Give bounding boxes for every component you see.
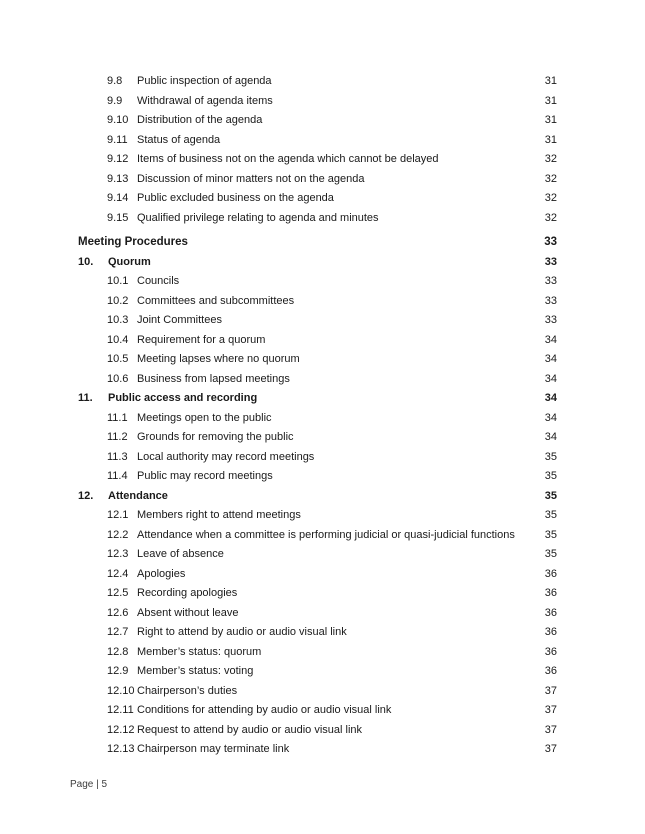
toc-entry-number: 12.10 xyxy=(107,684,135,697)
toc-row[interactable] xyxy=(0,448,557,468)
toc-entry-label: Public inspection of agenda xyxy=(137,75,272,87)
toc-page-number: 36 xyxy=(544,567,557,580)
toc-entry-label: Items of business not on the agenda which cannot be delayed xyxy=(137,153,439,165)
toc-row[interactable] xyxy=(0,682,557,702)
toc-page-number: 36 xyxy=(544,606,557,619)
toc-row[interactable] xyxy=(0,584,557,604)
toc-row[interactable] xyxy=(0,331,557,351)
toc-page-number: 37 xyxy=(544,684,557,697)
toc-entry-label: Discussion of minor matters not on the agenda xyxy=(137,172,365,185)
toc-entry-number: 12.11 xyxy=(107,704,134,716)
toc-row[interactable] xyxy=(0,389,557,409)
toc-row[interactable] xyxy=(0,604,557,624)
toc-page-number: 36 xyxy=(544,626,557,638)
toc-entry-number: 12.8 xyxy=(107,645,129,658)
toc-page-number: 31 xyxy=(544,94,557,107)
toc-row[interactable] xyxy=(0,292,557,312)
toc-entry-number: 12.3 xyxy=(107,548,129,560)
toc-row[interactable] xyxy=(0,72,557,92)
toc-entry-number: 12.2 xyxy=(107,528,129,541)
toc-row[interactable] xyxy=(0,370,557,390)
toc-entry-label: Conditions for attending by audio or audio visual link xyxy=(137,704,392,716)
toc-row[interactable] xyxy=(0,311,557,331)
toc-entry-number: 9.14 xyxy=(107,192,129,204)
toc-row[interactable] xyxy=(0,721,557,741)
toc-entry-number: 12.12 xyxy=(107,723,135,736)
toc-page-number: 37 xyxy=(544,723,557,736)
toc-row[interactable] xyxy=(0,409,557,429)
toc-row[interactable] xyxy=(0,740,557,760)
toc-row[interactable] xyxy=(0,623,557,643)
toc-entry-label: Status of agenda xyxy=(137,133,221,146)
toc-page-number: 34 xyxy=(544,372,557,385)
toc-page-number: 32 xyxy=(544,172,557,185)
toc-entry-label: Committees and subcommittees xyxy=(137,294,295,307)
toc-entry-number: 11.4 xyxy=(107,470,128,482)
toc-entry-label: Distribution of the agenda xyxy=(137,114,263,126)
toc-entry-number: 10.6 xyxy=(107,372,129,385)
toc-page-number: 35 xyxy=(544,450,557,463)
toc-page-number: 34 xyxy=(544,333,557,346)
toc-entry-number: 12.7 xyxy=(107,626,129,638)
toc-page-number: 33 xyxy=(544,275,557,287)
toc-entry-number: 10.4 xyxy=(107,333,129,346)
toc-entry-label: Member’s status: quorum xyxy=(137,645,262,658)
toc-entry-number: 10.2 xyxy=(107,294,129,307)
toc-row[interactable] xyxy=(0,131,557,151)
toc-page-number: 34 xyxy=(544,431,557,443)
toc-entry-label: Joint Committees xyxy=(137,314,222,326)
toc-page-number: 31 xyxy=(544,75,557,87)
toc-entry-number: 11.3 xyxy=(107,450,128,463)
toc-row[interactable] xyxy=(0,272,557,292)
toc-page-number: 31 xyxy=(544,133,557,146)
toc-page-number: 37 xyxy=(544,704,557,716)
toc-page-number: 36 xyxy=(544,645,557,658)
toc-entry-number: 9.9 xyxy=(107,94,123,107)
toc-page-number: 35 xyxy=(544,528,557,541)
toc-row[interactable] xyxy=(0,92,557,112)
toc-entry-label: Requirement for a quorum xyxy=(137,333,266,346)
toc-entry-number: 9.8 xyxy=(107,75,123,87)
toc-row[interactable] xyxy=(0,701,557,721)
toc-entry-label: Quorum xyxy=(108,255,151,268)
toc-entry-label: Qualified privilege relating to agenda and minutes xyxy=(137,211,379,224)
toc-entry-label: Local authority may record meetings xyxy=(137,450,315,463)
toc-entry-label: Attendance xyxy=(108,489,168,502)
toc-entry-label: Public access and recording xyxy=(108,392,258,404)
toc-page-number: 32 xyxy=(544,192,557,204)
toc-entry-label: Withdrawal of agenda items xyxy=(137,94,273,107)
toc-page-number: 33 xyxy=(544,294,557,307)
toc-entry-label: Member’s status: voting xyxy=(137,665,254,677)
toc-page-number: 35 xyxy=(544,470,557,482)
toc-entry-label: Business from lapsed meetings xyxy=(137,372,290,385)
toc-list xyxy=(0,72,645,760)
toc-entry-number: 9.10 xyxy=(107,114,129,126)
toc-row[interactable] xyxy=(0,545,557,565)
toc-entry-label: Public excluded business on the agenda xyxy=(137,192,334,204)
toc-row[interactable] xyxy=(0,467,557,487)
toc-row[interactable] xyxy=(0,189,557,209)
toc-row[interactable] xyxy=(0,487,557,507)
toc-page-number: 33 xyxy=(544,255,557,268)
toc-entry-number: 9.15 xyxy=(107,211,129,224)
toc-row[interactable] xyxy=(0,526,557,546)
toc-entry-number: 9.12 xyxy=(107,153,129,165)
toc-entry-number: 10. xyxy=(78,255,94,268)
toc-page-number: 33 xyxy=(544,236,557,248)
toc-row[interactable] xyxy=(0,565,557,585)
toc-entry-label: Right to attend by audio or audio visual link xyxy=(137,626,347,638)
toc-entry-label: Grounds for removing the public xyxy=(137,431,294,443)
toc-row[interactable] xyxy=(0,428,557,448)
toc-entry-label: Apologies xyxy=(137,567,186,580)
toc-row[interactable] xyxy=(0,253,557,273)
toc-page-number: 32 xyxy=(544,153,557,165)
toc-entry-label: Recording apologies xyxy=(137,587,238,599)
toc-entry-number: 12.4 xyxy=(107,567,129,580)
toc-page-number: 32 xyxy=(544,211,557,224)
toc-row[interactable] xyxy=(0,233,557,253)
toc-entry-number: 10.1 xyxy=(107,275,129,287)
toc-page-number: 36 xyxy=(544,587,557,599)
toc-entry-label: Meeting Procedures xyxy=(78,236,188,248)
toc-row[interactable] xyxy=(0,662,557,682)
toc-entry-number: 9.11 xyxy=(107,133,128,146)
toc-entry-label: Public may record meetings xyxy=(137,470,273,482)
toc-page-number: 34 xyxy=(544,392,557,404)
toc-entry-label: Members right to attend meetings xyxy=(137,509,301,521)
toc-entry-label: Meetings open to the public xyxy=(137,411,272,424)
toc-entry-number: 12. xyxy=(78,489,94,502)
page-footer-label: Page | 5 xyxy=(70,779,108,790)
toc-entry-label: Attendance when a committee is performing judicial or quasi-judicial functions xyxy=(137,528,515,541)
toc-entry-number: 10.3 xyxy=(107,314,129,326)
toc-page-number: 37 xyxy=(544,743,557,755)
toc-entry-number: 12.6 xyxy=(107,606,129,619)
toc-entry-label: Councils xyxy=(137,275,180,287)
toc-row[interactable] xyxy=(0,170,557,190)
toc-entry-number: 11.2 xyxy=(107,431,128,443)
toc-entry-label: Leave of absence xyxy=(137,548,224,560)
toc-entry-number: 10.5 xyxy=(107,353,129,365)
toc-page-number: 35 xyxy=(544,489,557,502)
toc-row[interactable] xyxy=(0,150,557,170)
toc-entry-label: Absent without leave xyxy=(137,606,239,619)
toc-page-number: 35 xyxy=(544,548,557,560)
toc-entry-label: Chairperson may terminate link xyxy=(137,743,290,755)
toc-entry-number: 11. xyxy=(78,392,93,404)
toc-page-number: 31 xyxy=(544,114,557,126)
toc-row[interactable] xyxy=(0,643,557,663)
toc-entry-label: Request to attend by audio or audio visual link xyxy=(137,723,363,736)
toc-row[interactable] xyxy=(0,111,557,131)
toc-page-number: 34 xyxy=(544,353,557,365)
toc-entry-label: Meeting lapses where no quorum xyxy=(137,353,300,365)
toc-page-number: 36 xyxy=(544,665,557,677)
toc-entry-number: 9.13 xyxy=(107,172,129,185)
toc-entry-number: 12.13 xyxy=(107,743,135,755)
toc-entry-number: 12.9 xyxy=(107,665,129,677)
toc-entry-label: Chairperson’s duties xyxy=(137,684,238,697)
toc-entry-number: 12.1 xyxy=(107,509,129,521)
toc-entry-number: 12.5 xyxy=(107,587,129,599)
toc-row[interactable] xyxy=(0,506,557,526)
toc-row[interactable] xyxy=(0,350,557,370)
toc-page-number: 35 xyxy=(544,509,557,521)
toc-page-number: 33 xyxy=(544,314,557,326)
toc-row[interactable] xyxy=(0,209,557,229)
toc-entry-number: 11.1 xyxy=(107,411,128,424)
toc-page-number: 34 xyxy=(544,411,557,424)
